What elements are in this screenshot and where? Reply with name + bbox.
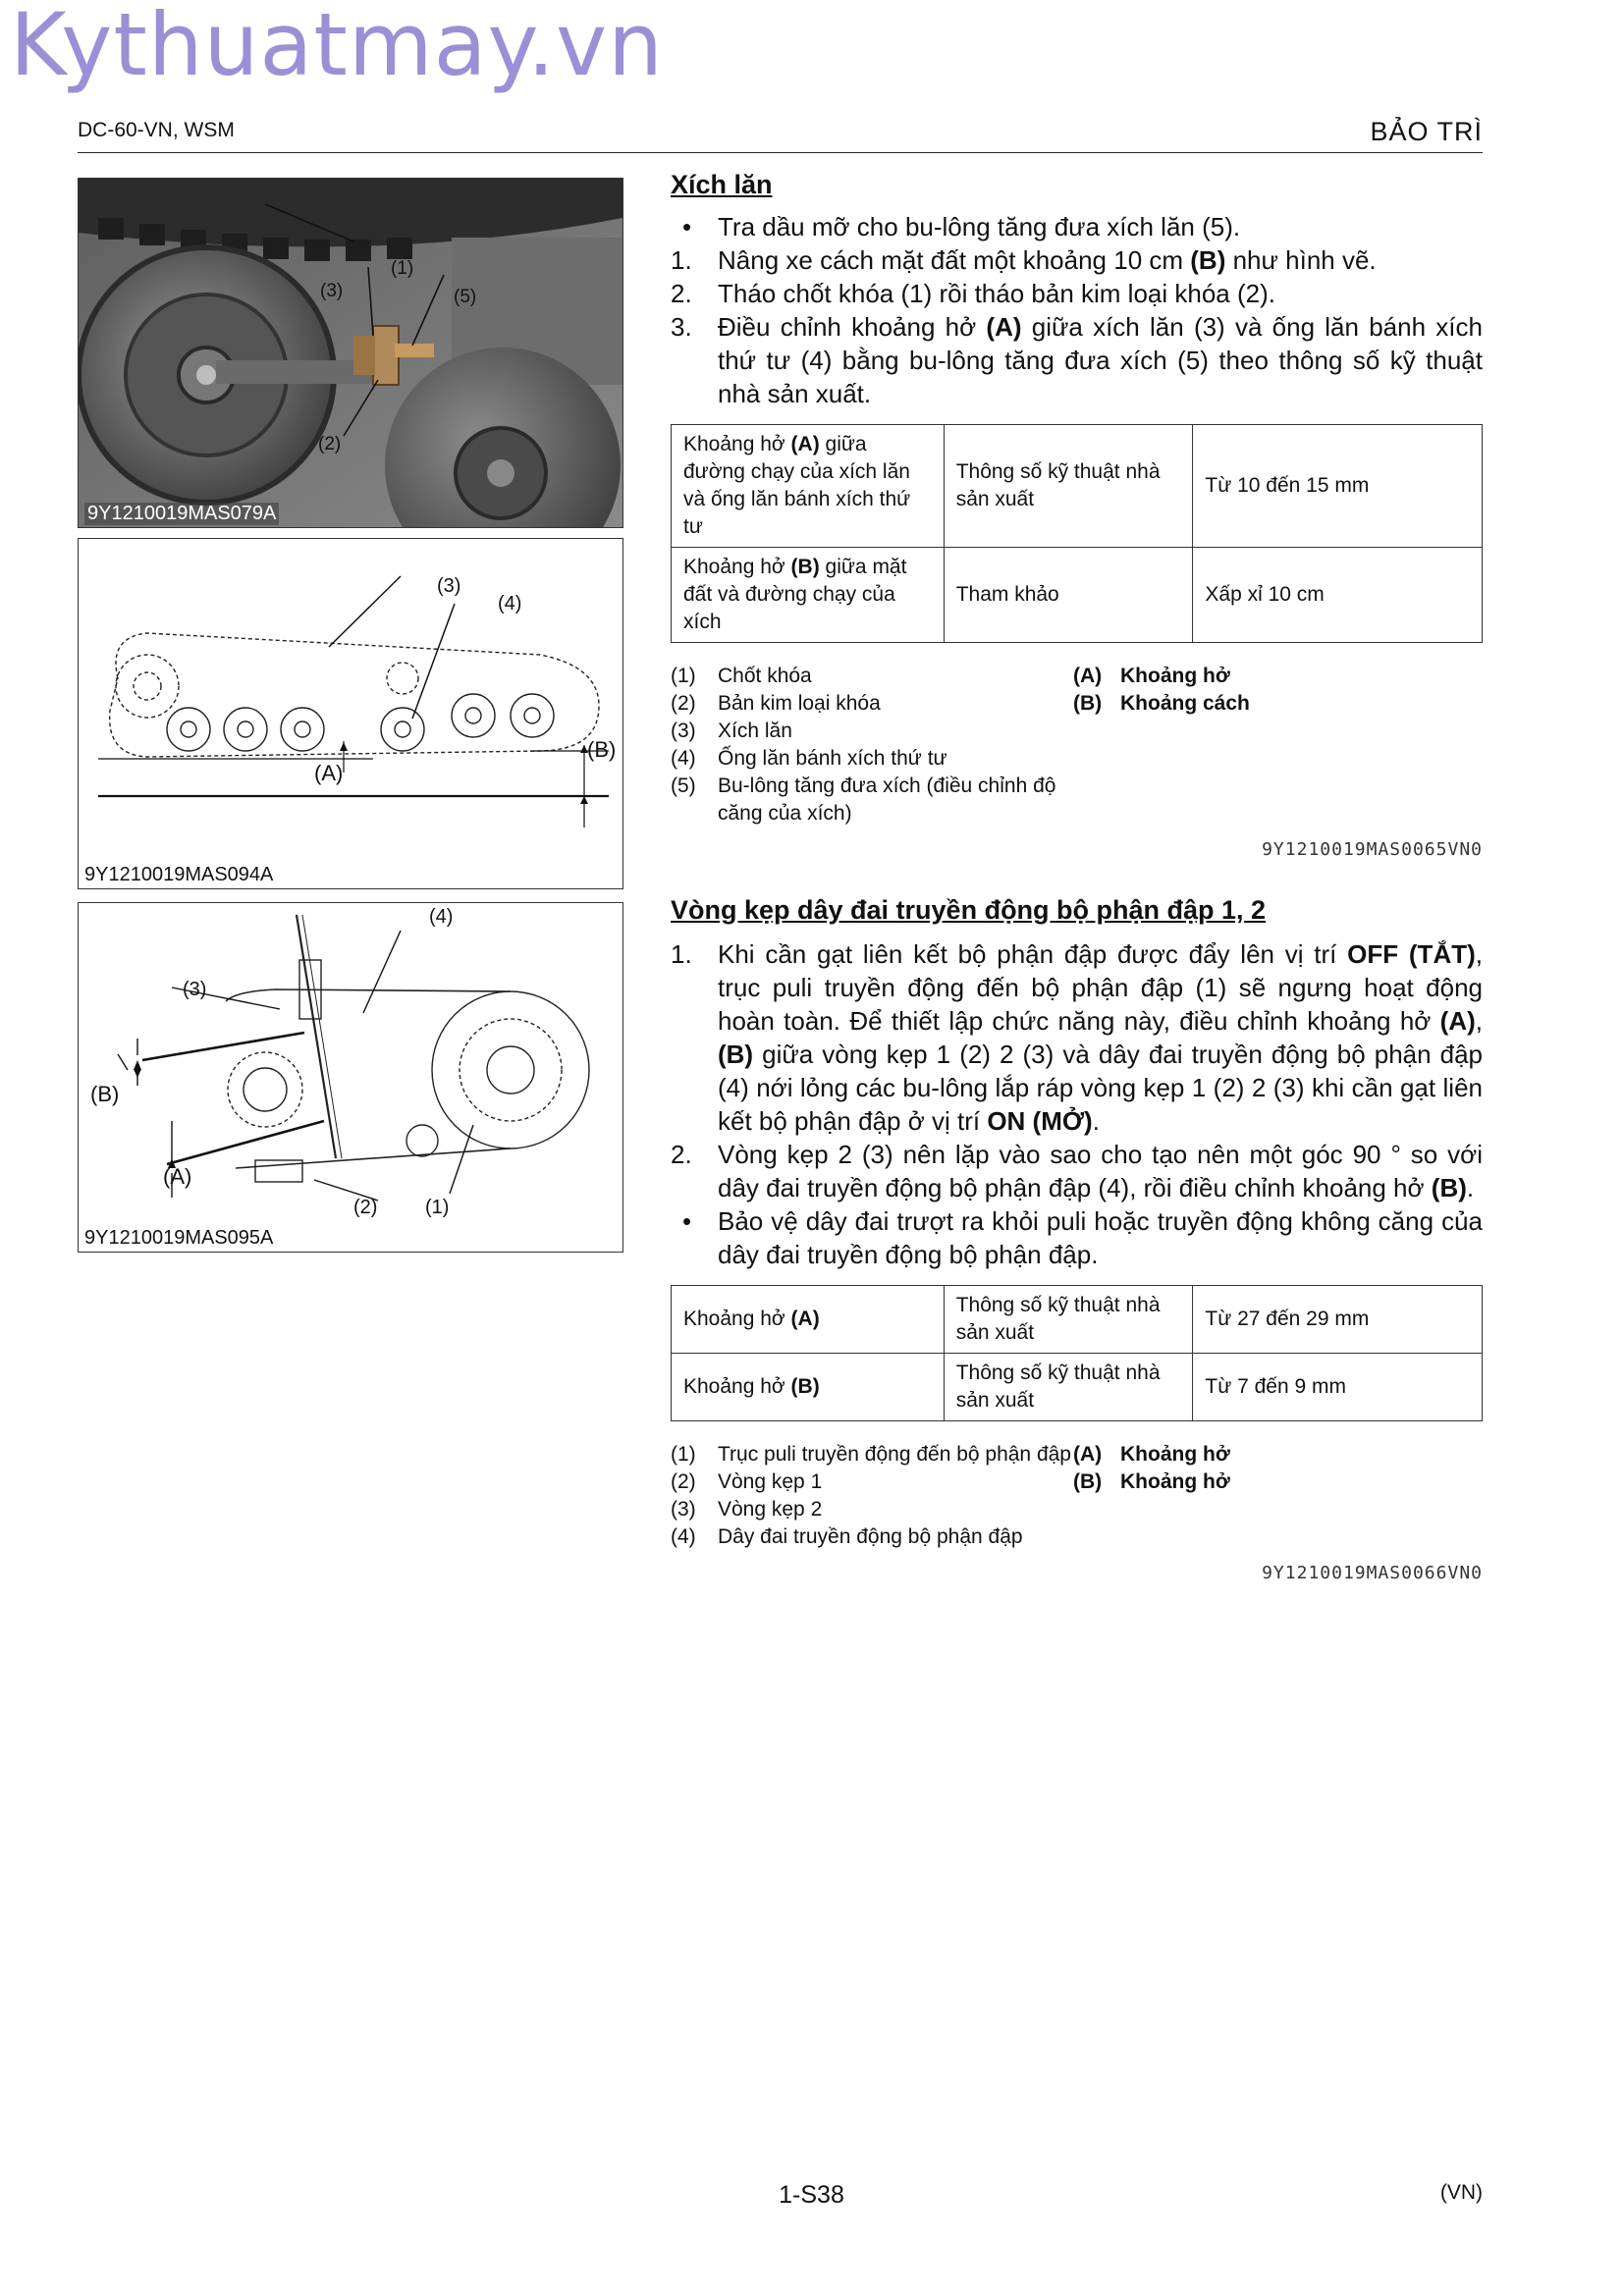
legend-text: Bu-lông tăng đưa xích (điều chỉnh độ căng của xích) (718, 774, 1056, 825)
legend-gaps (1073, 663, 1368, 828)
text-run: Bảo vệ dây đai trượt ra khỏi puli hoặc truyền động không căng của dây đai truyền động bộ phận đập. (718, 1206, 1483, 1269)
spec-type: Thông số kỹ thuật nhà sản xuất (944, 425, 1193, 548)
legend-key: (B) (1073, 1470, 1103, 1493)
legend-text: Khoảng hở (1120, 665, 1230, 687)
legend-item (1073, 1441, 1368, 1468)
bold-text: (A) (790, 433, 820, 455)
legend-item (1073, 663, 1368, 690)
legend-text: Trục puli truyền động đến bộ phận đập (718, 1443, 1071, 1466)
figure-belt-diagram (78, 902, 623, 1253)
legend-key: (4) (671, 1525, 696, 1548)
legend-text: Dây đai truyền động bộ phận đập (718, 1525, 1023, 1548)
text-run: Nâng xe cách mặt đất một khoảng 10 cm (718, 245, 1191, 275)
step-text (718, 277, 1483, 310)
text-run: Khi cần gạt liên kết bộ phận đập được đẩy lên vị trí (718, 939, 1348, 969)
step-marker: 2. (671, 1140, 692, 1169)
legend-key: (2) (671, 692, 696, 715)
legend-text: Khoảng hở (1120, 1443, 1230, 1466)
spec-type: Thông số kỹ thuật nhà sản xuất (944, 1286, 1193, 1354)
label-B: (B) (90, 1082, 120, 1106)
legend-item (671, 1523, 1073, 1551)
bold-text: (B) (790, 556, 820, 578)
table-row (672, 1354, 1483, 1421)
step-marker: 2. (671, 279, 692, 308)
text-run: , trục puli truyền động đến bộ phận đập (1) sẽ ngưng hoạt động hoàn toàn. Để thiết lập chức năng này, điều chỉnh khoảng hở (718, 939, 1483, 1036)
text-run: . (1092, 1106, 1100, 1136)
label-3: (3) (183, 979, 207, 1000)
legend-item (671, 1468, 1073, 1496)
legend-text: Xích lăn (718, 720, 792, 742)
label-A: (A) (314, 761, 344, 785)
legend (671, 1441, 1483, 1551)
text-run: Khoảng hở (683, 1308, 791, 1330)
legend-text: Vòng kẹp 1 (718, 1470, 823, 1493)
text-run: . (1466, 1173, 1475, 1202)
spec-value: Từ 27 đến 29 mm (1193, 1286, 1483, 1354)
step-text (718, 1204, 1483, 1271)
step-marker: 1. (671, 939, 692, 969)
step-text (718, 243, 1483, 277)
label-2: (2) (318, 434, 342, 454)
text-run: Vòng kẹp 2 (3) nên lặp vào sao cho tạo nên một góc 90 ° so với dây đai truyền động bộ phận đập (4), rồi điều chỉnh khoảng hở (718, 1140, 1483, 1202)
section-heading: Vòng kẹp dây đai truyền động bộ phận đập 1, 2 (671, 895, 1267, 925)
section-belt-clamp (671, 895, 1483, 1583)
bold-text: (B) (1431, 1173, 1467, 1202)
bold-text: (A) (1439, 1006, 1476, 1036)
bold-text: (A) (986, 312, 1022, 342)
legend-text: Chốt khóa (718, 665, 812, 687)
legend-text: Khoảng cách (1120, 692, 1250, 715)
spec-item (672, 425, 945, 548)
legend-key: (5) (671, 774, 696, 797)
figure-code: 9Y1210019MAS079A (84, 503, 279, 525)
legend-key: (3) (671, 1498, 696, 1521)
text-run: như hình vẽ. (1225, 245, 1377, 275)
spec-type: Thông số kỹ thuật nhà sản xuất (944, 1354, 1193, 1421)
legend-item (671, 1496, 1073, 1523)
figure-code: 9Y1210019MAS094A (84, 864, 274, 885)
spec-item (672, 1286, 945, 1354)
legend-item (1073, 690, 1368, 718)
bold-text: (B) (790, 1375, 820, 1398)
legend-item (671, 663, 1073, 690)
watermark: Kythuatmay.vn (10, 0, 664, 95)
table-row (672, 425, 1483, 548)
legend-text: Bản kim loại khóa (718, 692, 881, 715)
language-tag: (VN) (1439, 2181, 1483, 2204)
legend-key: (1) (671, 665, 696, 687)
legend-parts (671, 663, 1073, 828)
instruction-list (671, 937, 1483, 1271)
spec-value: Xấp xỉ 10 cm (1193, 548, 1483, 643)
spec-type: Tham khảo (944, 548, 1193, 643)
legend-item (1073, 1468, 1368, 1496)
step-text (718, 937, 1483, 1138)
text-run: giữa mặt đất và đường chạy của xích (683, 556, 907, 633)
spec-value: Từ 10 đến 15 mm (1193, 425, 1483, 548)
header-divider (78, 152, 1483, 153)
text-run: Khoảng hở (683, 433, 791, 455)
instruction-list (671, 210, 1483, 410)
label-2: (2) (353, 1197, 378, 1218)
legend (671, 663, 1483, 828)
text-run: , (1475, 1006, 1483, 1036)
step-marker: • (682, 1206, 692, 1236)
legend-key: (4) (671, 747, 696, 770)
bold-text: OFF (TẮT) (1347, 939, 1476, 969)
legend-key: (1) (671, 1443, 696, 1466)
text-run: giữa đường chạy của xích lăn và ống lăn bánh xích thứ tư (683, 433, 911, 538)
spec-item (672, 1354, 945, 1421)
document-code: 9Y1210019MAS0065VN0 (1262, 839, 1483, 860)
text-run: Điều chỉnh khoảng hở (718, 312, 987, 342)
text-run: Khoảng hở (683, 556, 791, 578)
chain-photo-illustration (79, 179, 622, 527)
legend-item (671, 773, 1073, 828)
figure-track-diagram (78, 538, 623, 889)
page-number: 1-S38 (779, 2181, 844, 2209)
label-4: (4) (498, 593, 522, 614)
legend-key: (A) (1073, 1443, 1103, 1466)
track-diagram (79, 539, 622, 888)
belt-diagram (79, 903, 622, 1252)
instruction-step (671, 210, 1483, 243)
legend-gaps (1073, 1441, 1368, 1551)
text-run: Khoảng hở (683, 1375, 791, 1398)
step-marker: 1. (671, 245, 692, 275)
step-text (718, 310, 1483, 410)
table-row (672, 1286, 1483, 1354)
bold-text: (A) (790, 1308, 820, 1330)
legend-parts (671, 1441, 1073, 1551)
spec-table (671, 424, 1483, 643)
bold-text: (B) (718, 1040, 754, 1069)
step-marker: • (682, 212, 692, 241)
text-run: Tháo chốt khóa (1) rồi tháo bản kim loại khóa (2). (718, 279, 1275, 308)
section-heading: Xích lăn (671, 170, 773, 199)
legend-item (671, 718, 1073, 745)
label-1: (1) (425, 1197, 450, 1218)
label-4: (4) (429, 906, 454, 928)
legend-key: (2) (671, 1470, 696, 1493)
instruction-step (671, 937, 1483, 1138)
instruction-step (671, 243, 1483, 277)
label-A: (A) (163, 1164, 192, 1189)
legend-key: (3) (671, 720, 696, 742)
step-marker: 3. (671, 312, 692, 342)
spec-item (672, 548, 945, 643)
instruction-step (671, 1204, 1483, 1271)
figure-chain-photo (78, 178, 623, 528)
label-3: (3) (437, 575, 461, 597)
label-5: (5) (454, 287, 477, 307)
spec-table (671, 1285, 1483, 1421)
text-run: giữa xích lăn (3) và ống lăn bánh xích thứ tư (4) bằng bu-lông tăng đưa xích (5) theo thông số kỹ thuật nhà sản xuất. (718, 312, 1483, 408)
table-row (672, 548, 1483, 643)
instruction-step (671, 277, 1483, 310)
figure-code: 9Y1210019MAS095A (84, 1227, 274, 1249)
step-text (718, 1138, 1483, 1204)
label-1: (1) (391, 258, 414, 279)
legend-key: (B) (1073, 692, 1103, 715)
legend-item (671, 690, 1073, 718)
legend-item (671, 1441, 1073, 1468)
section-title: BẢO TRÌ (1370, 117, 1483, 146)
document-code: 9Y1210019MAS0066VN0 (1262, 1563, 1483, 1583)
bold-text: ON (MỞ) (987, 1106, 1093, 1136)
legend-item (671, 745, 1073, 773)
legend-key: (A) (1073, 665, 1103, 687)
legend-text: Ống lăn bánh xích thứ tư (718, 747, 947, 770)
label-3: (3) (320, 281, 344, 301)
bold-text: (B) (1190, 245, 1226, 275)
instruction-step (671, 310, 1483, 410)
step-text (718, 210, 1483, 243)
label-B: (B) (587, 737, 617, 762)
text-run: Tra dầu mỡ cho bu-lông tăng đưa xích lăn (5). (718, 212, 1241, 241)
section-chain (671, 170, 1483, 860)
instruction-step (671, 1138, 1483, 1204)
spec-value: Từ 7 đến 9 mm (1193, 1354, 1483, 1421)
legend-text: Khoảng hở (1120, 1470, 1230, 1493)
text-run: giữa vòng kẹp 1 (2) 2 (3) và dây đai truyền động bộ phận đập (4) nới lỏng các bu-lông lắp ráp vòng kẹp 1 (2) 2 (3) khi cần gạt liên kết bộ phận đập ở vị trí (718, 1040, 1483, 1136)
doc-code: DC-60-VN, WSM (78, 119, 235, 141)
legend-text: Vòng kẹp 2 (718, 1498, 823, 1521)
